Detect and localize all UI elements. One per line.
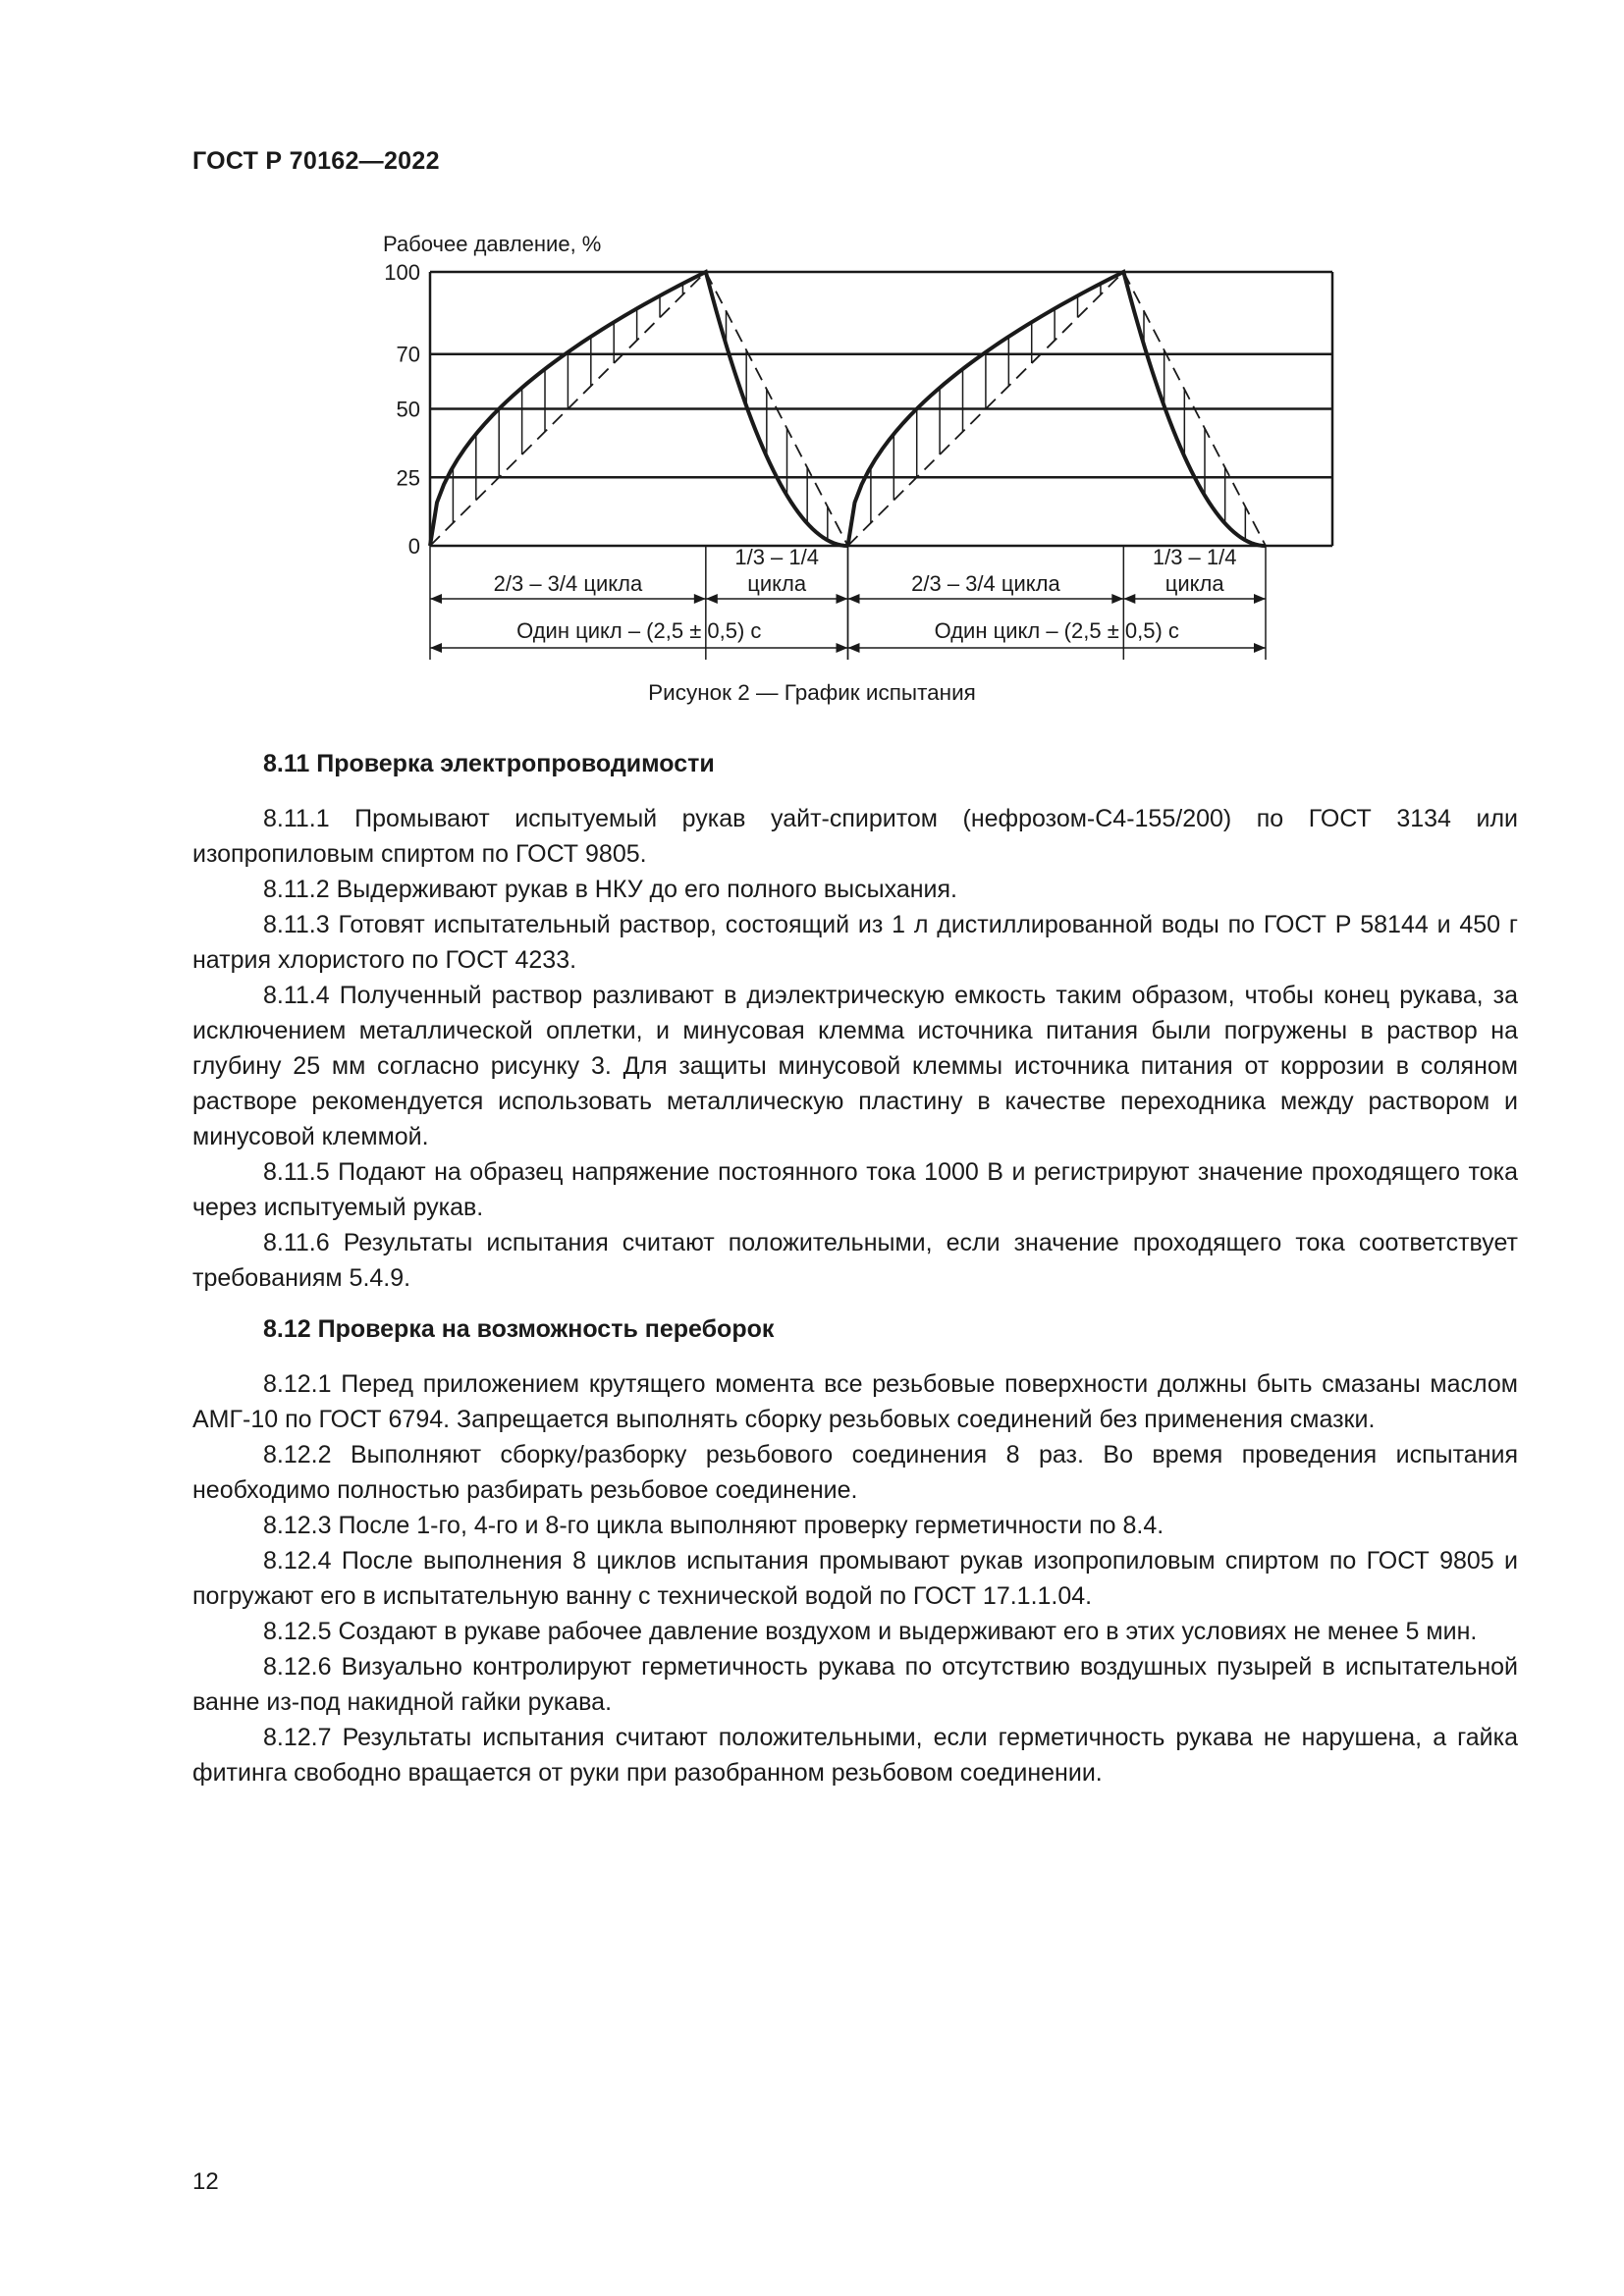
y-tick-label: 70 [396, 342, 420, 367]
paragraph: 8.11.1 Промывают испытуемый рукав уайт-спиритом (нефрозом-С4-155/200) по ГОСТ 3134 или изопропиловым спиртом по ГОСТ 9805. [192, 805, 1518, 868]
page-number: 12 [192, 2168, 219, 2195]
fall-duration-label: 1/3 – 1/4 [1152, 545, 1237, 569]
section-8-12 [192, 1311, 1518, 1790]
paragraph: 8.12.2 Выполняют сборку/разборку резьбового соединения 8 раз. Во время проведения испытания необходимо полностью разбирать резьбовое соединение. [192, 1441, 1518, 1504]
rise-duration-label: 2/3 – 3/4 цикла [493, 571, 643, 596]
section-heading: 8.12 Проверка на возможность переборок [263, 1315, 775, 1343]
paragraph: 8.12.7 Результаты испытания считают положительными, если герметичность рукава не нарушена, а гайка фитинга свободно вращается от руки при разобранном резьбовом соединении. [192, 1724, 1518, 1787]
figure-caption: Рисунок 2 — График испытания [648, 680, 976, 705]
fall-duration-label: цикла [1164, 571, 1224, 596]
rise-duration-label: 2/3 – 3/4 цикла [911, 571, 1060, 596]
y-tick-label: 25 [396, 465, 420, 491]
paragraph: 8.11.3 Готовят испытательный раствор, состоящий из 1 л дистиллированной воды по ГОСТ Р 58144 и 450 г натрия хлористого по ГОСТ 4233. [192, 911, 1518, 974]
paragraph: 8.12.5 Создают в рукаве рабочее давление воздухом и выдерживают его в этих условиях не менее 5 мин. [263, 1618, 1478, 1645]
paragraph: 8.11.2 Выдерживают рукав в НКУ до его полного высыхания. [263, 876, 957, 903]
section-8-11 [192, 746, 1518, 1296]
paragraph: 8.11.5 Подают на образец напряжение постоянного тока 1000 В и регистрируют значение проходящего тока через испытуемый рукав. [192, 1158, 1518, 1221]
paragraph: 8.12.3 После 1-го, 4-го и 8-го цикла выполняют проверку герметичности по 8.4. [263, 1512, 1164, 1539]
document-header: ГОСТ Р 70162—2022 [192, 147, 440, 175]
paragraph: 8.12.4 После выполнения 8 циклов испытания промывают рукав изопропиловым спиртом по ГОСТ 9805 и погружают его в испытательную ванну с технической водой по ГОСТ 17.1.1.04. [192, 1547, 1518, 1610]
y-tick-label: 0 [407, 534, 420, 559]
fall-duration-label: цикла [747, 571, 807, 596]
section-heading: 8.11 Проверка электропроводимости [263, 750, 715, 777]
y-axis-title: Рабочее давление, % [383, 232, 602, 256]
y-tick-label: 100 [384, 260, 420, 285]
cycle-duration-label: Один цикл – (2,5 ± 0,5) с [934, 618, 1179, 643]
paragraph: 8.11.4 Полученный раствор разливают в диэлектрическую емкость таким образом, чтобы конец рукава, за исключением металлической оплетки, и минусовая клемма источника питания были погружены в раствор на глубину 25 мм согласно рисунку 3. Для защиты минусовой клеммы источника питания от коррозии в соляном растворе рекомендуется использовать металлическую пластину в качестве переходника между раствором и минусовой клеммой. [192, 982, 1518, 1150]
paragraph: 8.11.6 Результаты испытания считают положительными, если значение проходящего тока соответствует требованиям 5.4.9. [192, 1229, 1518, 1292]
paragraph: 8.12.6 Визуально контролируют герметичность рукава по отсутствию воздушных пузырей в испытательной ванне из-под накидной гайки рукава. [192, 1653, 1518, 1716]
fall-duration-label: 1/3 – 1/4 [734, 545, 819, 569]
y-tick-label: 50 [396, 397, 420, 422]
cycle-duration-label: Один цикл – (2,5 ± 0,5) с [516, 618, 762, 643]
pressure-test-chart [0, 0, 1624, 687]
paragraph: 8.12.1 Перед приложением крутящего момента все резьбовые поверхности должны быть смазаны маслом АМГ-10 по ГОСТ 6794. Запрещается выполнять сборку резьбовых соединений без применения смазки. [192, 1370, 1518, 1433]
